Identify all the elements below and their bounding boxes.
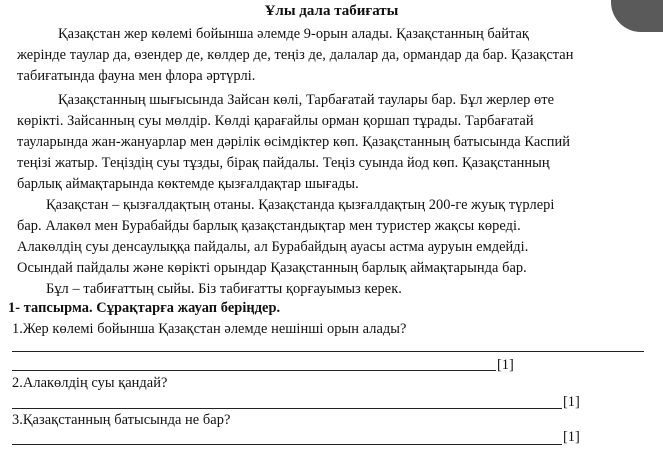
text-line: Алакөлдің суы денсаулыққа пайдалы, ал Бурабайдың ауасы астма ауруын емдейді. <box>17 239 529 255</box>
question-3: 3.Қазақстанның батысында не бар? <box>12 412 231 428</box>
text-line: табиғатында фауна мен флора әртүрлі. <box>17 68 256 84</box>
answer-line-1a[interactable] <box>12 351 644 352</box>
task-heading: 1- тапсырма. Сұрақтарға жауап беріңдер. <box>8 300 281 316</box>
text-line: теңізі жатыр. Теңіздің суы тұзды, бірақ пайдалы. Теңіз суында йод көп. Қазақстанның <box>17 155 550 171</box>
question-1: 1.Жер көлемі бойынша Қазақстан әлемде нешінші орын алады? <box>12 321 407 337</box>
text-line: тауларында жан-жануарлар мен дәрілік өсімдіктер көп. Қазақстанның батысында Каспий <box>17 134 570 150</box>
text-line: жерінде таулар да, өзендер де, көлдер де, теңіз де, далалар да, ормандар да бар. Қазақстан <box>17 47 574 63</box>
text-line: Осындай пайдалы және көрікті орындар Қазақстанның барлық аймақтарында бар. <box>17 260 527 276</box>
question-2: 2.Алакөлдің суы қандай? <box>12 375 168 391</box>
text-line: барлық аймақтарында көктемде қызғалдақтар шығады. <box>17 176 359 192</box>
document-title: Ұлы дала табиғаты <box>264 3 399 19</box>
text-line: көрікті. Зайсанның суы мөлдір. Көлді қарағайлы орман қоршап тұрады. Тарбағатай <box>17 113 534 129</box>
answer-line-2[interactable] <box>12 408 562 409</box>
text-line: Қазақстан – қызғалдақтың отаны. Қазақстанда қызғалдақтың 200-ге жуық түрлері <box>46 197 555 213</box>
text-line: бар. Алакөл мен Бурабайды барлық қазақстандықтар мен туристер жақсы көреді. <box>17 218 521 234</box>
text-line: Бұл – табиғаттың сыйы. Біз табиғатты қорғауымыз керек. <box>46 281 402 297</box>
text-line: Қазақстан жер көлемі бойынша әлемде 9-орын алады. Қазақстанның байтақ <box>58 26 529 42</box>
answer-line-3[interactable] <box>12 444 562 445</box>
marks-3: [1] <box>563 429 580 445</box>
marks-2: [1] <box>563 394 580 410</box>
text-line: Қазақстанның шығысында Зайсан көлі, Тарбағатай таулары бар. Бұл жерлер өте <box>58 92 555 108</box>
answer-line-1b[interactable] <box>12 370 496 371</box>
marks-1: [1] <box>497 357 514 373</box>
